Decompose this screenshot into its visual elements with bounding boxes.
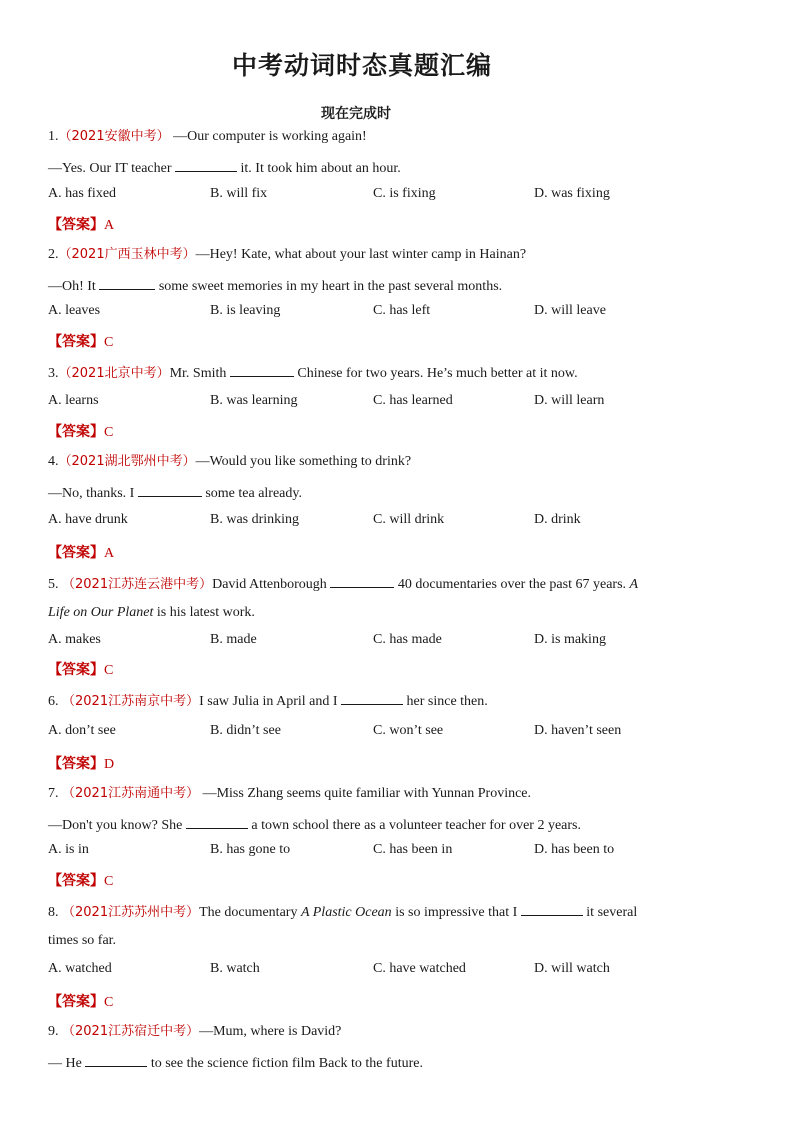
question-7-stem bbox=[48, 785, 531, 803]
answer-blank bbox=[230, 363, 294, 377]
question-number: 5. bbox=[48, 577, 62, 592]
question-number: 9. bbox=[48, 1024, 62, 1039]
option-b: B. was drinking bbox=[210, 512, 300, 527]
option-c: C. has made bbox=[373, 632, 442, 647]
option-d: D. will watch bbox=[534, 961, 610, 976]
question-number: 6. bbox=[48, 694, 62, 709]
question-text: it. It took him about an hour. bbox=[237, 161, 401, 176]
question-text-italic: A bbox=[629, 577, 639, 592]
question-text: 40 documentaries over the past 67 years. bbox=[394, 577, 630, 592]
question-text: Mr. Smith bbox=[169, 366, 230, 381]
question-6-options bbox=[48, 723, 748, 741]
question-text: her since then. bbox=[403, 694, 488, 709]
answer-letter: A bbox=[104, 218, 115, 233]
question-source: （2021安徽中考） bbox=[58, 129, 170, 144]
option-d: D. drink bbox=[534, 512, 581, 527]
page-title: 中考动词时态真题汇编 bbox=[231, 51, 492, 80]
question-7-answer bbox=[48, 870, 113, 890]
question-6-stem bbox=[48, 691, 488, 711]
question-8-options bbox=[48, 961, 748, 979]
option-c: C. has learned bbox=[373, 393, 453, 408]
question-text: David Attenborough bbox=[212, 577, 331, 592]
option-a: A. learns bbox=[48, 393, 99, 408]
question-5-line-2 bbox=[48, 604, 255, 622]
question-number: 4. bbox=[48, 454, 59, 469]
question-text: —Don't you know? She bbox=[48, 818, 186, 833]
question-1-answer bbox=[48, 214, 114, 234]
option-c: C. have watched bbox=[373, 961, 466, 976]
option-a: A. leaves bbox=[48, 303, 101, 318]
question-text: to see the science fiction film Back to the future. bbox=[147, 1056, 423, 1071]
question-5-answer bbox=[48, 659, 113, 679]
question-5-stem bbox=[48, 574, 638, 594]
question-7-line-2 bbox=[48, 815, 581, 835]
question-1-options bbox=[48, 186, 748, 204]
option-c: C. has been in bbox=[373, 842, 453, 857]
answer-blank bbox=[138, 483, 202, 497]
option-b: B. made bbox=[210, 632, 257, 647]
option-d: D. was fixing bbox=[534, 186, 610, 201]
answer-label: 【答案】 bbox=[48, 217, 104, 233]
answer-label: 【答案】 bbox=[48, 424, 104, 440]
question-text: some tea already. bbox=[201, 486, 302, 501]
option-d: D. is making bbox=[534, 632, 606, 647]
option-b: B. is leaving bbox=[210, 303, 281, 318]
question-text: I saw Julia in April and I bbox=[199, 694, 342, 709]
section-subtitle: 现在完成时 bbox=[321, 106, 391, 122]
question-1-stem bbox=[48, 128, 367, 146]
answer-blank bbox=[99, 276, 155, 290]
answer-letter: C bbox=[104, 425, 114, 440]
option-d: D. will learn bbox=[534, 393, 605, 408]
option-d: D. haven’t seen bbox=[534, 723, 622, 738]
answer-blank bbox=[85, 1053, 147, 1067]
answer-letter: A bbox=[104, 546, 115, 561]
answer-label: 【答案】 bbox=[48, 873, 104, 889]
question-text: is his latest work. bbox=[153, 605, 255, 620]
question-text: —Mum, where is David? bbox=[199, 1024, 342, 1039]
question-number: 1. bbox=[48, 129, 59, 144]
answer-label: 【答案】 bbox=[48, 756, 104, 772]
question-text: some sweet memories in my heart in the past several months. bbox=[155, 279, 503, 294]
question-7-options bbox=[48, 842, 748, 860]
question-text: is so impressive that I bbox=[391, 905, 521, 920]
question-text: —Would you like something to drink? bbox=[195, 454, 412, 469]
option-d: D. has been to bbox=[534, 842, 615, 857]
question-text: a town school there as a volunteer teacher for over 2 years. bbox=[247, 818, 581, 833]
question-2-options bbox=[48, 303, 748, 321]
question-text: Chinese for two years. He’s much better at it now. bbox=[293, 366, 578, 381]
answer-label: 【答案】 bbox=[48, 662, 104, 678]
option-c: C. is fixing bbox=[373, 186, 436, 201]
answer-blank bbox=[330, 574, 394, 588]
question-9-stem bbox=[48, 1023, 341, 1041]
question-text: —Miss Zhang seems quite familiar with Yunnan Province. bbox=[199, 786, 532, 801]
question-6-answer bbox=[48, 753, 114, 773]
option-b: B. didn’t see bbox=[210, 723, 281, 738]
question-8-answer bbox=[48, 991, 113, 1011]
question-text: it several bbox=[582, 905, 638, 920]
question-2-answer bbox=[48, 331, 113, 351]
answer-label: 【答案】 bbox=[48, 545, 104, 561]
question-2-line-2 bbox=[48, 276, 502, 296]
answer-blank bbox=[521, 902, 583, 916]
question-text: —Our computer is working again! bbox=[169, 129, 367, 144]
question-3-stem bbox=[48, 363, 578, 383]
question-text-italic: A Plastic Ocean bbox=[300, 905, 392, 920]
question-source: （2021江苏苏州中考） bbox=[62, 905, 200, 920]
option-a: A. watched bbox=[48, 961, 112, 976]
question-3-options bbox=[48, 393, 748, 411]
option-d: D. will leave bbox=[534, 303, 606, 318]
question-8-line-2 bbox=[48, 932, 116, 950]
question-text: —Hey! Kate, what about your last winter camp in Hainan? bbox=[195, 247, 527, 262]
option-b: B. watch bbox=[210, 961, 260, 976]
option-a: A. is in bbox=[48, 842, 89, 857]
question-number: 7. bbox=[48, 786, 62, 801]
question-5-options bbox=[48, 632, 748, 650]
answer-letter: C bbox=[104, 335, 114, 350]
option-c: C. has left bbox=[373, 303, 431, 318]
answer-letter: D bbox=[104, 757, 115, 772]
question-1-line-2 bbox=[48, 158, 401, 178]
question-3-answer bbox=[48, 421, 113, 441]
option-a: A. makes bbox=[48, 632, 101, 647]
question-9-line-2 bbox=[48, 1053, 423, 1073]
question-text: times so far. bbox=[48, 933, 117, 948]
question-4-line-2 bbox=[48, 483, 302, 503]
question-4-answer bbox=[48, 542, 114, 562]
answer-blank bbox=[341, 691, 403, 705]
option-c: C. won’t see bbox=[373, 723, 444, 738]
question-source: （2021江苏连云港中考） bbox=[62, 577, 213, 592]
question-2-stem bbox=[48, 246, 526, 264]
answer-letter: C bbox=[104, 874, 114, 889]
question-source: （2021湖北鄂州中考） bbox=[58, 454, 196, 469]
question-source: （2021江苏南京中考） bbox=[62, 694, 200, 709]
answer-letter: C bbox=[104, 663, 114, 678]
question-text: The documentary bbox=[199, 905, 301, 920]
question-4-stem bbox=[48, 453, 411, 471]
question-8-stem bbox=[48, 902, 637, 922]
answer-blank bbox=[186, 815, 248, 829]
question-source: （2021广西玉林中考） bbox=[58, 247, 196, 262]
option-a: A. have drunk bbox=[48, 512, 128, 527]
question-number: 3. bbox=[48, 366, 59, 381]
question-number: 8. bbox=[48, 905, 62, 920]
question-4-options bbox=[48, 512, 748, 530]
question-text: —No, thanks. I bbox=[48, 486, 138, 501]
answer-label: 【答案】 bbox=[48, 334, 104, 350]
option-b: B. was learning bbox=[210, 393, 298, 408]
question-source: （2021江苏宿迁中考） bbox=[62, 1024, 200, 1039]
option-b: B. has gone to bbox=[210, 842, 291, 857]
answer-label: 【答案】 bbox=[48, 994, 104, 1010]
question-source: （2021江苏南通中考） bbox=[62, 786, 200, 801]
question-text-italic: Life on Our Planet bbox=[48, 605, 154, 620]
question-text: — He bbox=[48, 1056, 86, 1071]
option-b: B. will fix bbox=[210, 186, 268, 201]
option-a: A. has fixed bbox=[48, 186, 117, 201]
question-text: —Yes. Our IT teacher bbox=[48, 161, 176, 176]
question-text: —Oh! It bbox=[48, 279, 100, 294]
answer-letter: C bbox=[104, 995, 114, 1010]
option-a: A. don’t see bbox=[48, 723, 116, 738]
answer-blank bbox=[175, 158, 237, 172]
option-c: C. will drink bbox=[373, 512, 445, 527]
question-source: （2021北京中考） bbox=[58, 366, 170, 381]
question-number: 2. bbox=[48, 247, 59, 262]
